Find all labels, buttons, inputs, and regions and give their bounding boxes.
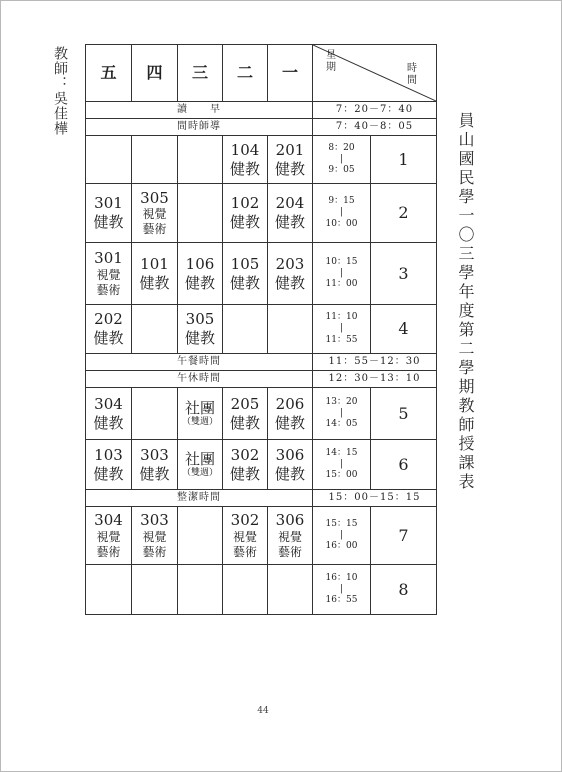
time-separator: |	[339, 267, 344, 278]
subject-label: 藝術	[142, 222, 167, 237]
class-cell-fri	[86, 440, 132, 490]
timetable	[85, 44, 437, 615]
time-separator: |	[339, 529, 344, 540]
subject-label: 健教	[274, 464, 305, 483]
period-row	[86, 565, 437, 615]
class-cell-mon	[268, 184, 313, 243]
subject-label: 健教	[229, 413, 260, 432]
class-cell-wed	[178, 565, 223, 615]
period-row	[86, 184, 437, 243]
subject-label: 健教	[93, 464, 124, 483]
cleaning-label: 整潔時間	[86, 490, 313, 507]
class-cell-wed	[178, 136, 223, 184]
class-cell-tue	[223, 440, 268, 490]
class-cell-thu	[132, 305, 178, 354]
period-row	[86, 440, 437, 490]
lunch-time: 11：55－12：30	[313, 354, 437, 371]
time-end: 11：00	[325, 279, 358, 290]
class-cell-tue	[223, 243, 268, 305]
class-cell-mon	[268, 388, 313, 440]
class-cell-wed	[178, 184, 223, 243]
tutor-row	[86, 119, 437, 136]
class-code: 104	[230, 140, 260, 159]
period-time-cell	[313, 305, 371, 354]
subject-label: 視覺	[96, 529, 121, 544]
period-row	[86, 136, 437, 184]
teacher-label: 教師：吳佳樺	[52, 46, 68, 136]
subject-label: 藝術	[277, 544, 302, 559]
class-code: 103	[94, 445, 123, 464]
period-row	[86, 243, 437, 305]
class-cell-fri	[86, 388, 132, 440]
document-title: 員山國民學一〇三學年度第二學期教師授課表	[456, 112, 475, 492]
class-cell-fri	[86, 243, 132, 305]
period-number: 7	[371, 507, 437, 565]
cleaning-row	[86, 490, 437, 507]
time-separator: |	[339, 153, 344, 164]
subject-label: 健教	[184, 329, 215, 347]
class-code: 201	[275, 140, 305, 159]
time-end: 15：00	[325, 470, 358, 481]
subject-label: 視覺	[142, 529, 167, 544]
class-code: 105	[230, 254, 260, 273]
day-header-thu: 四	[132, 45, 178, 102]
time-separator: |	[339, 458, 344, 469]
class-cell-fri	[86, 565, 132, 615]
class-cell-thu	[132, 440, 178, 490]
time-start: 15：15	[325, 518, 358, 529]
day-header-mon: 一	[268, 45, 313, 102]
class-code: 202	[94, 310, 123, 329]
subject-label: 健教	[274, 159, 305, 178]
subject-label: 健教	[184, 273, 215, 292]
class-cell-tue	[223, 305, 268, 354]
reading-time: 7：20－7：40	[313, 102, 437, 119]
period-row	[86, 305, 437, 354]
class-code: 社團	[184, 449, 215, 468]
time-start: 16：10	[325, 572, 358, 583]
nap-time: 12：30－13：10	[313, 371, 437, 388]
class-cell-wed	[178, 440, 223, 490]
time-separator: |	[339, 407, 344, 418]
time-start: 11：10	[325, 312, 358, 323]
class-cell-mon	[268, 507, 313, 565]
class-code: 106	[185, 254, 215, 273]
class-cell-fri	[86, 507, 132, 565]
class-code: 社團	[184, 398, 215, 417]
class-code: 301	[94, 194, 123, 213]
subject-label: 健教	[93, 213, 124, 231]
class-cell-mon	[268, 136, 313, 184]
class-cell-wed	[178, 305, 223, 354]
period-number: 3	[371, 243, 437, 305]
subject-label: 視覺	[277, 529, 302, 544]
tutor-label: 間時師導	[86, 119, 313, 136]
time-start: 14：15	[325, 447, 358, 458]
class-code: 101	[140, 254, 169, 273]
cleaning-time: 15：00－15：15	[313, 490, 437, 507]
subject-label: 健教	[229, 159, 260, 178]
time-start: 10：15	[325, 256, 358, 267]
period-time-cell	[313, 440, 371, 490]
class-code: 205	[230, 394, 260, 413]
subject-label: 藝術	[142, 544, 167, 559]
class-cell-mon	[268, 305, 313, 354]
class-cell-mon	[268, 565, 313, 615]
time-end: 11：55	[325, 334, 358, 345]
class-code: 203	[275, 254, 305, 273]
reading-row	[86, 102, 437, 119]
period-time-cell	[313, 388, 371, 440]
subject-label: 健教	[229, 464, 260, 483]
tutor-time: 7：40－8：05	[313, 119, 437, 136]
time-separator: |	[339, 207, 344, 218]
class-cell-thu	[132, 184, 178, 243]
subject-label: 健教	[274, 273, 305, 292]
period-number: 1	[371, 136, 437, 184]
time-start: 8：20	[328, 142, 355, 153]
lunch-label: 午餐時間	[86, 354, 313, 371]
class-code: 301	[94, 249, 123, 268]
class-cell-tue	[223, 565, 268, 615]
subject-label: 藝術	[232, 544, 257, 559]
class-code: 102	[230, 194, 260, 213]
time-separator: |	[339, 323, 344, 334]
period-number: 2	[371, 184, 437, 243]
period-number: 5	[371, 388, 437, 440]
time-end: 16：55	[325, 595, 358, 606]
period-time-cell	[313, 507, 371, 565]
page-number: 44	[257, 706, 269, 716]
subject-label: （雙週）	[181, 468, 218, 479]
period-number: 8	[371, 565, 437, 615]
subject-label: 藝術	[96, 282, 121, 297]
period-time-cell	[313, 565, 371, 615]
subject-label: 健教	[274, 413, 305, 432]
subject-label: 健教	[139, 273, 170, 292]
class-code: 306	[275, 445, 305, 464]
subject-label: 健教	[93, 329, 124, 347]
class-code: 304	[94, 394, 123, 413]
subject-label: （雙週）	[181, 417, 218, 428]
class-code: 305	[140, 188, 169, 207]
subject-label: 藝術	[96, 544, 121, 559]
class-code: 304	[94, 511, 123, 530]
class-code: 305	[185, 310, 215, 329]
class-cell-thu	[132, 388, 178, 440]
day-header-wed: 三	[178, 45, 223, 102]
subject-label: 健教	[229, 273, 260, 292]
period-time-cell	[313, 184, 371, 243]
subject-label: 視覺	[142, 207, 167, 222]
subject-label: 健教	[274, 213, 305, 231]
class-code: 303	[140, 511, 169, 530]
lunch-row	[86, 354, 437, 371]
class-code: 303	[140, 445, 169, 464]
class-cell-wed	[178, 243, 223, 305]
class-cell-tue	[223, 136, 268, 184]
class-cell-thu	[132, 565, 178, 615]
time-end: 9：05	[328, 165, 355, 176]
class-code: 306	[275, 511, 305, 530]
header-row	[86, 45, 437, 102]
period-time-cell	[313, 243, 371, 305]
class-cell-wed	[178, 388, 223, 440]
class-cell-tue	[223, 184, 268, 243]
class-cell-thu	[132, 243, 178, 305]
class-cell-tue	[223, 507, 268, 565]
time-end: 10：00	[325, 218, 358, 229]
class-cell-fri	[86, 136, 132, 184]
nap-label: 午休時間	[86, 371, 313, 388]
subject-label: 視覺	[232, 529, 257, 544]
class-code: 204	[275, 194, 305, 213]
subject-label: 健教	[139, 464, 170, 483]
class-cell-mon	[268, 243, 313, 305]
corner-header	[313, 45, 437, 102]
time-end: 14：05	[325, 419, 358, 430]
time-start: 9：15	[328, 196, 355, 207]
day-header-tue: 二	[223, 45, 268, 102]
corner-day-label: 星期	[326, 50, 336, 73]
time-separator: |	[339, 583, 344, 594]
class-code: 302	[230, 445, 260, 464]
subject-label: 健教	[93, 413, 124, 432]
class-cell-fri	[86, 305, 132, 354]
class-cell-mon	[268, 440, 313, 490]
time-start: 13：20	[325, 396, 358, 407]
period-time-cell	[313, 136, 371, 184]
subject-label: 視覺	[96, 267, 121, 282]
reading-label: 讀 早	[86, 102, 313, 119]
period-row	[86, 388, 437, 440]
period-row	[86, 507, 437, 565]
subject-label: 健教	[229, 213, 260, 231]
class-code: 302	[230, 511, 260, 530]
corner-time-label: 時間	[407, 63, 417, 86]
class-cell-tue	[223, 388, 268, 440]
class-cell-thu	[132, 507, 178, 565]
class-code: 206	[275, 394, 305, 413]
class-cell-fri	[86, 184, 132, 243]
class-cell-wed	[178, 507, 223, 565]
period-number: 4	[371, 305, 437, 354]
time-end: 16：00	[325, 541, 358, 552]
period-number: 6	[371, 440, 437, 490]
nap-row	[86, 371, 437, 388]
class-cell-thu	[132, 136, 178, 184]
day-header-fri: 五	[86, 45, 132, 102]
